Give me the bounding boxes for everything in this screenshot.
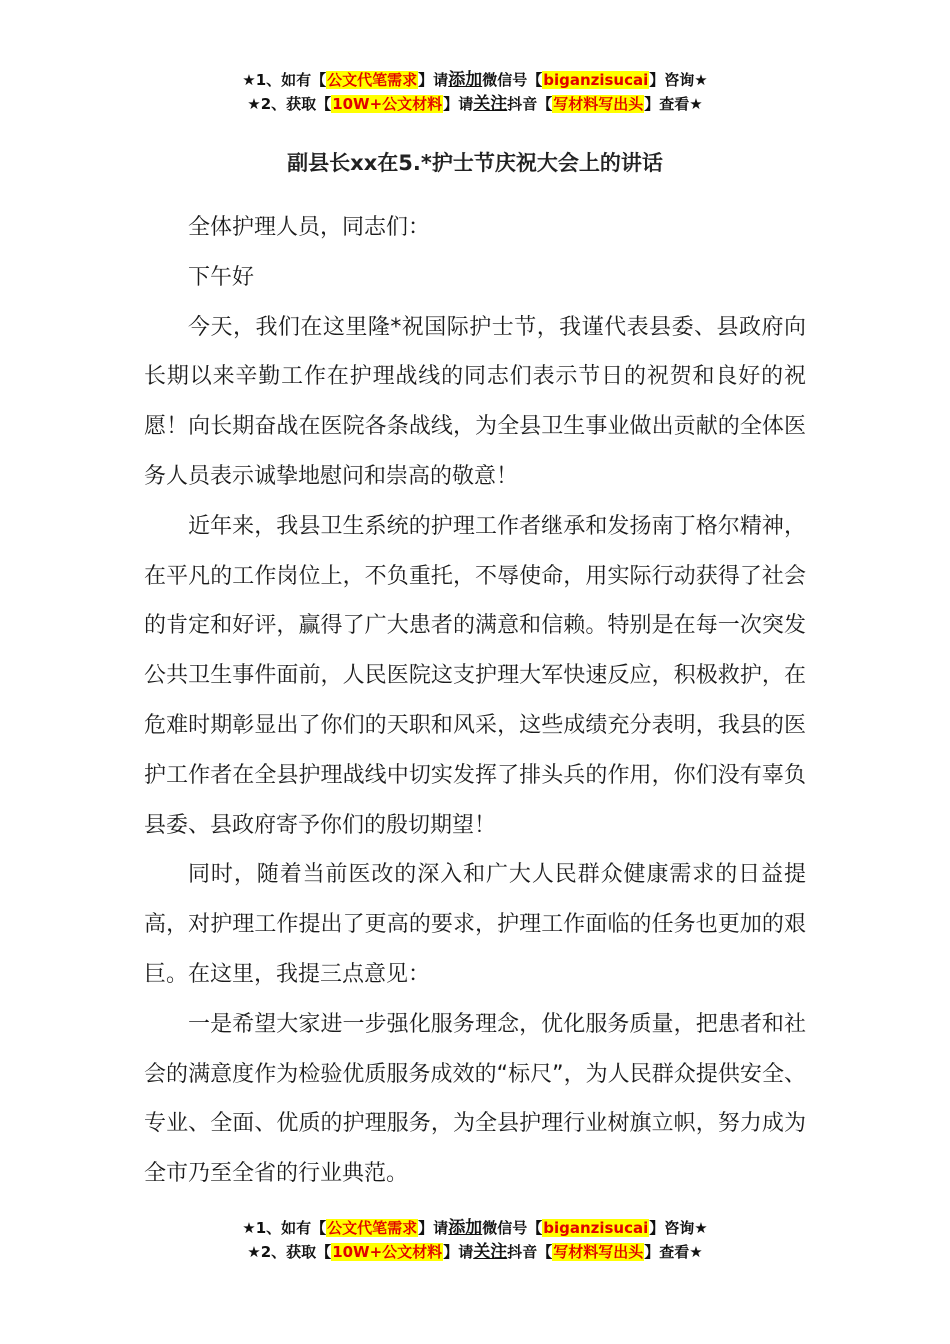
promo-text: 微信号【 [482,71,543,89]
promo-text: ★2、获取【 [247,95,332,113]
promo-line-1 [0,1216,950,1240]
body-paragraph: 近年来，我县卫生系统的护理工作者继承和发扬南丁格尔精神，在平凡的工作岗位上，不负重托，不辱使命，用实际行动获得了社会的肯定和好评，赢得了广大患者的满意和信赖。特别是在每一次突发公共卫生事件面前，人民医院这支护理大军快速反应，积极救护，在危难时期彰显出了你们的天职和风采，这些成绩充分表明，我县的医护工作者在全县护理战线中切实发挥了排头兵的作用，你们没有辜负县委、县政府寄予你们的殷切期望！ [144,513,806,838]
promo-text: 】咨询★ [649,1219,708,1237]
promo-banner-top [0,68,950,116]
promo-text: 抖音【 [507,1243,553,1261]
promo-highlight: 写材料写出头 [553,1243,644,1261]
promo-highlight: biganzisucai [543,71,649,89]
promo-highlight: 公文代笔需求 [327,71,418,89]
promo-line-1 [0,68,950,92]
document-body [144,203,806,1199]
promo-emphasis: 关注 [473,1242,508,1262]
promo-emphasis: 添加 [448,70,483,90]
promo-text: 】查看★ [644,95,703,113]
promo-highlight: 写材料写出头 [553,95,644,113]
body-paragraph: 一是希望大家进一步强化服务理念，优化服务质量，把患者和社会的满意度作为检验优质服务成效的“标尺”，为人民群众提供安全、专业、全面、优质的护理服务，为全县护理行业树旗立帜，努力成为全市乃至全省的行业典范。 [144,1011,806,1187]
promo-line-2 [0,92,950,116]
document-title: 副县长xx在5.*护士节庆祝大会上的讲话 [287,151,663,175]
promo-highlight: biganzisucai [543,1219,649,1237]
promo-text: 】请 [443,95,474,113]
promo-highlight: 10W+公文材料 [332,1243,443,1261]
promo-emphasis: 关注 [473,94,508,114]
body-paragraph: 同时，随着当前医改的深入和广大人民群众健康需求的日益提高，对护理工作提出了更高的要求，护理工作面临的任务也更加的艰巨。在这里，我提三点意见： [144,862,806,987]
body-paragraph: 今天，我们在这里隆*祝国际护士节，我谨代表县委、县政府向长期以来辛勤工作在护理战线的同志们表示节日的祝贺和良好的祝愿！向长期奋战在医院各条战线，为全县卫生事业做出贡献的全体医务人员表示诚挚地慰问和崇高的敬意！ [144,314,806,489]
promo-highlight: 公文代笔需求 [327,1219,418,1237]
promo-text: 】咨询★ [649,71,708,89]
promo-text: ★2、获取【 [247,1243,332,1261]
promo-text: ★1、如有【 [242,1219,327,1237]
promo-line-2 [0,1240,950,1264]
promo-banner-bottom [0,1216,950,1264]
greeting-paragraph: 全体护理人员，同志们： [188,215,431,240]
promo-text: 抖音【 [507,95,553,113]
salutation-paragraph: 下午好 [188,264,255,290]
promo-text: 微信号【 [482,1219,543,1237]
promo-text: ★1、如有【 [242,71,327,89]
promo-text: 】请 [418,1219,449,1237]
promo-emphasis: 添加 [448,1218,483,1238]
promo-text: 】查看★ [644,1243,703,1261]
promo-highlight: 10W+公文材料 [332,95,443,113]
promo-text: 】请 [418,71,449,89]
promo-text: 】请 [443,1243,474,1261]
